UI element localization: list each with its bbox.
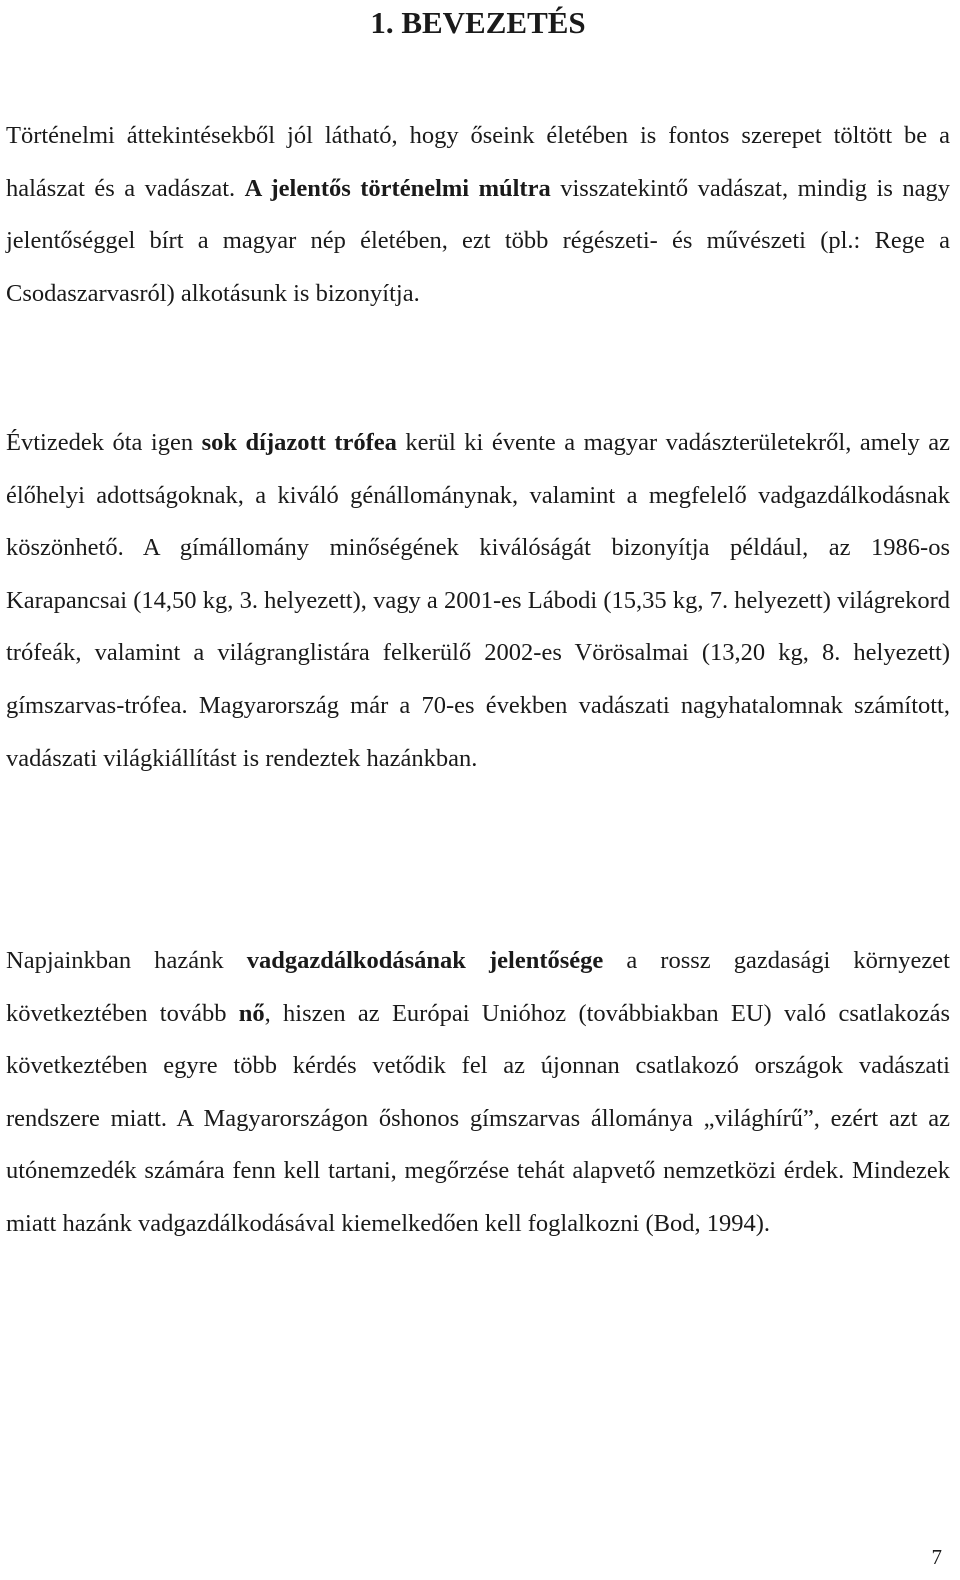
page-number: 7 xyxy=(931,1545,942,1569)
paragraph-history xyxy=(6,110,950,320)
bold-phrase: sok díjazott trófea xyxy=(201,429,397,456)
paragraph-trophies xyxy=(6,417,950,785)
paragraph-text: Történelmi áttekintésekből jól látható, hogy őseink életében is fontos szerepet töltött be a halászat és a vadászat. xyxy=(6,122,950,202)
paragraph-text: kerül ki évente a magyar vadászterületekről, amely az élőhelyi adottságoknak, a kiváló génállománynak, valamint a megfelelő vadgazdálkodásnak köszönhető. A gímállomány minőségének kiválóságát bizonyítja például, az 1986-os Karapancsai (14,50 kg, 3. helyezett), vagy a 2001-es Lábodi (15,35 kg, 7. helyezett) világrekord trófeák, valamint a világranglistára felkerülő 2002-es Vörösalmai (13,20 kg, 8. helyezett) gímszarvas-trófea. Magyarország már a 70-es években vadászati nagyhatalomnak számított, vadászati világkiállítást is rendeztek hazánkban. xyxy=(6,429,950,772)
bold-phrase: A jelentős történelmi múltra xyxy=(244,174,551,202)
paragraph-text: Napjainkban hazánk xyxy=(6,947,247,974)
paragraph-text: visszatekintő vadászat, mindig is nagy jelentőséggel bírt a magyar nép életében, ezt több régészeti- és művészeti (pl.: Rege a Csodaszarvasról) alkotásunk is bizonyítja. xyxy=(6,174,950,307)
paragraph-game-management xyxy=(6,935,950,1251)
paragraph-text: a rossz gazdasági környezet következtében tovább xyxy=(6,947,950,1027)
bold-phrase: nő xyxy=(238,999,265,1027)
bold-phrase: vadgazdálkodásának jelentősége xyxy=(246,947,604,974)
paragraph-text: , hiszen az Európai Unióhoz (továbbiakban EU) való csatlakozás következtében egyre több kérdés vetődik fel az újonnan csatlakozó országok vadászati rendszere miatt. A Magyarországon őshonos gímszarvas állománya „világhírű”, ezért azt az utónemzedék számára fenn kell tartani, megőrzése tehát alapvető nemzetközi érdek. Mindezek miatt hazánk vadgazdálkodásával kiemelkedően kell foglalkozni (Bod, 1994). xyxy=(6,999,951,1237)
document-page xyxy=(6,0,950,1580)
paragraph-text: Évtizedek óta igen xyxy=(6,429,202,456)
chapter-heading: 1. BEVEZETÉS xyxy=(370,5,586,40)
